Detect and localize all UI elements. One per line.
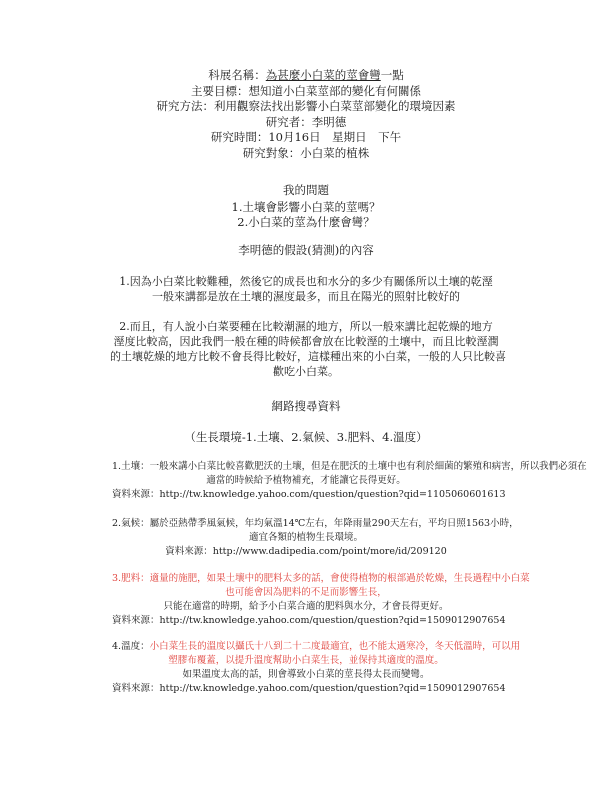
question-1: 1.土壤會影響小白菜的莖嗎？ (231, 200, 381, 214)
source-link[interactable]: http://tw.knowledge.yahoo.com/question/question?qid=1105060601613 (159, 489, 506, 500)
hypothesis-heading: 李明德的假設(猜測)的內容 (238, 243, 374, 257)
questions-heading: 我的問題 (283, 183, 329, 197)
item-text-line2: 也可能會因為肥料的不足而影響生長， (225, 587, 387, 598)
research-heading: 網路搜尋資料 (271, 399, 341, 413)
source-label: 資料來源： (112, 615, 160, 626)
questions-section (0, 183, 612, 230)
header-block (0, 68, 612, 161)
research-factors: （生長環境-1.土壤、2.氣候、3.肥料、4.溫度） (184, 430, 428, 444)
research-item-fertilizer (112, 572, 530, 628)
hypothesis-paragraph-2 (110, 319, 506, 379)
hypothesis-p2-line4: 歡吃小白菜。 (273, 365, 339, 378)
item-text-line1: 小白菜生長的溫度以攝氏十八到二十二度最適宜，也不能太過寒冷，冬天低溫時，可以用 (149, 641, 521, 652)
item-number: 3.肥料： (112, 573, 150, 584)
source-link[interactable]: http://tw.knowledge.yahoo.com/question/question?qid=1509012907654 (159, 683, 506, 694)
researcher-line: 研究者：李明德 (265, 114, 347, 129)
hypothesis-p1-line1: 1.因為小白菜比較難種，然後它的成長也和水分的多少有關係所以土壤的乾溼 (119, 275, 493, 288)
period-line: 研究時間：10月16日 星期日 下午 (210, 130, 402, 144)
item-text-line1: 適量的施肥，如果土壤中的肥料太多的話，會使得植物的根部過於乾燥，生長過程中小白菜 (149, 573, 530, 584)
hypothesis-p2-line2: 溼度比較高，因此我們一般在種的時候都會放在比較溼的土壤中，而且比較溼潤 (113, 335, 499, 348)
topic-line (0, 68, 612, 84)
topic-suffix: 一點 (380, 68, 404, 82)
topic-value: 為甚麼小白菜的莖會彎 (265, 68, 381, 82)
purpose-line: 主要目標：想知道小白菜莖部的變化有何關係 (191, 83, 421, 98)
item-number: 2.氣候： (112, 518, 150, 529)
research-item-soil (112, 460, 587, 502)
item-text-line1: 一般來講小白菜比較喜歡肥沃的土壤，但是在肥沃的土壤中也有利於細菌的繁殖和病害，所以我們必須在 (149, 461, 587, 472)
source-link[interactable]: http://www.dadipedia.com/point/more/id/209120 (212, 546, 447, 557)
item-text-line2: 塑膠布覆蓋，以提升溫度幫助小白菜生長，並保持其適度的溫度。 (168, 655, 444, 666)
source-link[interactable]: http://tw.knowledge.yahoo.com/question/question?qid=1509012907654 (159, 615, 506, 626)
item-text-line1: 屬於亞熱帶季風氣候，年均氣溫14℃左右，年降雨量290天左右，平均日照1563小時， (149, 518, 519, 529)
item-text-line3: 如果溫度太高的話，則會導致小白菜的莖長得太長而變彎。 (182, 669, 430, 680)
item-text-line3: 只能在適當的時期，給予小白菜合適的肥料與水分，才會長得更好。 (163, 601, 449, 612)
item-number: 4.溫度： (112, 641, 150, 652)
method-line: 研究方法：利用觀察法找出影響小白菜莖部變化的環境因素 (156, 99, 456, 113)
research-item-temperature (112, 640, 521, 696)
hypothesis-paragraph-1 (110, 274, 502, 304)
hypothesis-p2-line1: 2.而且，有人說小白菜要種在比較潮濕的地方，所以一般來講比起乾燥的地方 (119, 320, 493, 333)
topic-label: 科展名稱： (208, 68, 266, 82)
item-number: 1.土壤： (112, 461, 150, 472)
item-text-line2: 適當的時候給予植物補充，才能讓它長得更好。 (206, 475, 406, 486)
subject-line: 研究對象：小白菜的植株 (242, 145, 370, 160)
hypothesis-p1-line2: 一般來講都是放在土壤的濕度最多，而且在陽光的照射比較好的 (152, 290, 460, 303)
research-item-climate (112, 517, 519, 559)
question-2: 2.小白菜的莖為什麼會彎？ (237, 215, 375, 229)
hypothesis-p2-line3: 的土壤乾燥的地方比較不會長得比較好，這樣種出來的小白菜，一般的人只比較喜 (110, 350, 506, 363)
source-label: 資料來源： (165, 546, 213, 557)
source-label: 資料來源： (112, 683, 160, 694)
source-label: 資料來源： (112, 489, 160, 500)
item-text-line2: 適宜各類的植物生長環境。 (248, 532, 363, 543)
